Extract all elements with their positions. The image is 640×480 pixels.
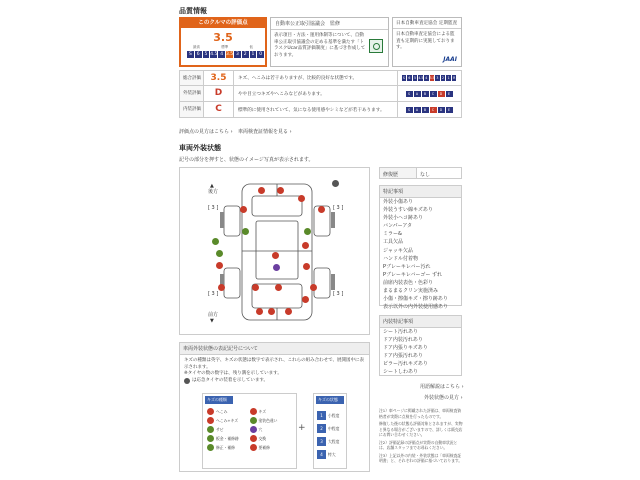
legend-kind-item	[250, 444, 293, 451]
legend-kind-item	[207, 426, 250, 433]
mini-scale-tick: B	[422, 107, 430, 113]
damage-marker-icon[interactable]	[242, 228, 249, 235]
mini-scale-tick: 1	[446, 75, 452, 81]
assoc-box	[270, 17, 389, 67]
damage-marker-icon[interactable]	[268, 308, 275, 315]
note-item: 外装小ヘコ跡あり	[383, 215, 424, 222]
kind-label: 穴	[258, 426, 263, 432]
scale-left: 最高	[193, 45, 200, 49]
eval-desc: やや目立つキズやへこみなどがあります。	[238, 91, 325, 97]
legend-state-item	[317, 424, 343, 433]
exterior-guide-link[interactable]: 外装状態の見方 ›	[424, 394, 463, 401]
evaluation-row	[179, 86, 462, 102]
state-label: 特大	[328, 451, 336, 457]
mini-scale-tick: D	[438, 91, 446, 97]
mini-scale-tick: C	[430, 107, 438, 113]
damage-marker-icon[interactable]	[302, 242, 309, 249]
eval-desc: キズ、へこみは若干ありますが、比較的良好な状態です。	[238, 76, 358, 81]
score-tick: S	[187, 51, 195, 58]
damage-marker-icon[interactable]	[304, 228, 311, 235]
special-title: 特記事項	[380, 186, 461, 198]
score-tick: 5	[203, 51, 211, 58]
score-tick: 4.5	[210, 52, 218, 57]
note-item: シート汚れあり	[383, 329, 419, 335]
legend-kind-item	[207, 417, 250, 424]
side-mark-tr: [ 3 ]	[333, 205, 344, 211]
legend-states	[313, 393, 347, 469]
legend-text1: キズの種類は英字、キズの状態は数字で表示され、これらの組み合わせで、展開図中に表示されます。	[184, 358, 364, 370]
legend-kinds	[202, 393, 297, 469]
kind-marker-icon	[250, 435, 257, 442]
legend-kind-title: キズの種類	[205, 396, 233, 404]
mini-scale-tick: S	[402, 75, 408, 81]
damage-marker-icon[interactable]	[272, 252, 279, 259]
mini-scale-tick: 3.5	[429, 76, 435, 80]
eval-label: 内装評価	[180, 102, 204, 117]
legend-kind-item	[250, 408, 293, 415]
quality-section-title: 品質情報	[179, 7, 207, 15]
eval-grade: 3.5	[204, 71, 234, 85]
note-item: 前席内装表色・色彩り	[383, 279, 434, 286]
repair-value: なし	[420, 172, 431, 178]
damage-marker-icon[interactable]	[216, 250, 223, 257]
rear-arrow-icon: ▲	[210, 183, 214, 189]
mini-scale-tick: C	[430, 91, 438, 97]
note-item: ドア内張りキズあり	[383, 345, 428, 352]
kind-label: 修正・補修	[216, 444, 235, 450]
damage-marker-icon[interactable]	[318, 206, 325, 213]
score-tick: 3.5	[226, 52, 234, 57]
state-number: 1	[317, 411, 326, 420]
rear-label: 後方	[208, 189, 219, 195]
damage-marker-icon[interactable]	[298, 195, 305, 202]
kind-marker-icon	[250, 417, 257, 424]
damage-marker-icon[interactable]	[258, 187, 265, 194]
kind-marker-icon	[207, 435, 214, 442]
note-item: ミラー&	[383, 231, 402, 238]
notes	[379, 408, 464, 466]
repair-box	[379, 167, 462, 179]
score-tick: 6	[195, 51, 203, 58]
damage-marker-icon[interactable]	[216, 262, 223, 269]
front-label: 前方	[208, 312, 219, 318]
kind-label: へこみ+キズ	[216, 417, 239, 423]
car-diagram	[179, 167, 370, 335]
legend-kind-item	[207, 408, 250, 415]
note-item: 小傷・擦傷キズ・擦り跡あり	[383, 296, 448, 303]
legend-title: 車両外装状態の表記記号について	[180, 343, 369, 355]
score-tick: 1	[250, 51, 258, 58]
side-mark-bl: [ 3 ]	[208, 291, 219, 297]
note-item: 工具欠品	[383, 239, 404, 246]
damage-marker-icon[interactable]	[285, 308, 292, 315]
eval-label: 総合評価	[180, 71, 204, 85]
damage-marker-icon[interactable]	[240, 206, 247, 213]
legend-state-title: キズの状態	[316, 396, 344, 404]
kind-marker-icon	[207, 444, 214, 451]
jaai-text: 日本自動車査定協会による監査も定期的に実施しております。	[396, 32, 455, 51]
state-label: 大程度	[328, 438, 340, 444]
eval-label: 外装評価	[180, 86, 204, 101]
score-title: このクルマの評価点	[181, 19, 265, 28]
score-tick: 0	[257, 51, 265, 58]
note-item: 外装うすい線キズあり	[383, 207, 433, 214]
damage-marker-icon[interactable]	[273, 264, 280, 271]
note-item: Pブレーキレバー汚れ	[383, 263, 431, 270]
mini-scale-tick: A	[414, 91, 422, 97]
legend-kind-item	[250, 426, 293, 433]
kind-marker-icon	[207, 426, 214, 433]
eval-mini-scale	[397, 71, 461, 85]
damage-marker-icon[interactable]	[212, 238, 219, 245]
jaai-logo: JAAI	[443, 56, 457, 63]
repair-label: 修復歴	[380, 168, 417, 178]
spare-tire-icon	[184, 378, 190, 384]
kind-label: 要補修	[258, 444, 270, 450]
mini-scale-tick: 4.5	[418, 76, 424, 80]
damage-marker-icon[interactable]	[310, 284, 317, 291]
assoc-logo-icon	[369, 39, 383, 53]
damage-marker-icon[interactable]	[332, 180, 339, 187]
legend-kind-item	[250, 435, 293, 442]
damage-marker-icon[interactable]	[303, 263, 310, 270]
state-number: 2	[317, 424, 326, 433]
legend-state-item	[317, 437, 343, 446]
note-item: ピラー汚れキズあり	[383, 361, 428, 368]
eval-grade: D	[204, 86, 234, 101]
note-item: まるまるクリン実施済み	[383, 288, 439, 295]
exterior-intro: 記号の部分を押すと、状態のイメージ写真が表示されます。	[179, 157, 314, 163]
note-item: Pブレーキレバーゴー ずれ	[383, 271, 443, 278]
footnote: 注1）車ページに掲載された評価は、車両検査資格者が実際に点検を行ったものです。	[379, 408, 462, 419]
mini-scale-tick: 5	[413, 75, 419, 81]
footnote: 注2）評価記録の評価点が実際の自動車状況とは、店舗スタッフまでお尋ねください。	[379, 439, 458, 450]
state-label: 小程度	[328, 412, 340, 418]
mini-scale-tick: A	[414, 107, 422, 113]
kind-marker-icon	[250, 444, 257, 451]
state-number: 4	[317, 450, 326, 459]
footnote: 修復した後の状態も評価対象とされますが、実物と異なる場合がございますので、詳しくは販売店にお問い合わせください。	[379, 421, 463, 437]
kind-label: サビ	[216, 426, 224, 432]
front-arrow-icon: ▼	[210, 318, 214, 324]
kind-label: キズ	[258, 408, 267, 414]
jaai-box	[392, 17, 462, 67]
score-value: 3.5	[213, 31, 233, 44]
interior-title: 内装特記事項	[380, 316, 461, 328]
note-item: 外装小傷あり	[383, 199, 414, 205]
inspection-cert-link[interactable]: 車両検査証情報を見る ›	[238, 128, 292, 135]
mini-scale-tick: S	[406, 91, 414, 97]
legend-kind-item	[250, 417, 293, 424]
mini-scale-tick: E	[446, 107, 454, 113]
note-item: ドア内装汚れあり	[383, 337, 423, 344]
note-item: ジャッキ欠品	[383, 247, 413, 254]
special-box	[379, 185, 462, 311]
side-mark-br: [ 3 ]	[333, 291, 344, 297]
terms-link[interactable]: 用語解説はこちら ›	[420, 383, 464, 390]
state-label: 中程度	[328, 425, 340, 431]
side-mark-tl: [ 3 ]	[208, 205, 219, 211]
damage-marker-icon[interactable]	[252, 284, 259, 291]
damage-marker-icon[interactable]	[256, 308, 263, 315]
score-scale	[187, 51, 265, 58]
legend-state-item	[317, 411, 343, 420]
note-item: 表示以外の内外装使用感あり	[383, 304, 449, 311]
plus-icon: +	[298, 423, 306, 433]
kind-label: へこみ	[216, 408, 228, 414]
score-box	[179, 17, 267, 67]
kind-label: 交換	[258, 435, 267, 441]
footnote: 注3）上記以外の内装・外装状態は「車両検査証明書」と、それぞれの評価に基づいております。	[379, 452, 463, 463]
scale-mid: 標準	[221, 45, 229, 49]
score-tick: 2	[242, 51, 250, 58]
note-item: バンパーアタ	[383, 223, 413, 230]
evaluation-table	[179, 70, 462, 118]
mini-scale-tick: 4	[424, 75, 430, 81]
legend-text3: は応急タイヤの装着を示しています。	[192, 377, 269, 383]
mini-scale-tick: E	[446, 91, 454, 97]
eval-grade: C	[204, 102, 234, 117]
kind-marker-icon	[207, 408, 214, 415]
mini-scale-tick: 2	[441, 75, 447, 81]
eval-mini-scale	[397, 102, 461, 117]
evaluation-row	[179, 70, 462, 86]
mini-scale-tick: 3	[435, 75, 441, 81]
kind-label: 塗装色違い	[258, 417, 278, 423]
scale-right: 低	[249, 45, 253, 49]
kind-marker-icon	[250, 408, 257, 415]
damage-marker-icon[interactable]	[218, 284, 225, 291]
legend-kind-item	[207, 435, 250, 442]
score-tick: 3	[234, 51, 242, 58]
legend-state-item	[317, 450, 343, 459]
jaai-title: 日本自動車査定協会 定期監査	[393, 18, 461, 29]
evaluation-row	[179, 102, 462, 118]
interior-box	[379, 315, 462, 376]
kind-marker-icon	[207, 417, 214, 424]
state-number: 3	[317, 437, 326, 446]
score-tick: 4	[218, 51, 226, 58]
mini-scale-tick: B	[422, 91, 430, 97]
note-item: シートしわあり	[383, 369, 419, 376]
legend-box	[179, 342, 370, 472]
exterior-section-title: 車両外装状態	[179, 144, 221, 152]
legend-text2: ※タイヤの数の数字は、残り溝を示しています。	[184, 371, 282, 377]
interior-list	[380, 328, 461, 377]
assoc-title: 自動車公正取引協議会 監修	[271, 18, 388, 30]
mini-scale-tick: D	[438, 107, 446, 113]
mini-scale-tick: R	[452, 75, 458, 81]
eval-desc: 標準的に使用されていて、気になる使用感やシミなどが若干あります。	[238, 107, 385, 113]
special-list	[380, 198, 461, 311]
mini-scale-tick: 6	[407, 75, 413, 81]
damage-marker-icon[interactable]	[275, 284, 282, 291]
rating-guide-link[interactable]: 評価点の見方はこちら ›	[179, 128, 233, 135]
damage-marker-icon[interactable]	[277, 187, 284, 194]
legend-kind-item	[207, 444, 250, 451]
note-item: ドア内張汚れあり	[383, 353, 423, 360]
damage-marker-icon[interactable]	[302, 296, 309, 303]
kind-label: 板金・補修跡	[216, 435, 239, 441]
assoc-text: 表示項目・方法・運用体制等について、自動車公正取引協議会の定める基準を満たす「トラスクUcar品質評価制度」に基づき作成しております。	[274, 33, 366, 58]
kind-marker-icon	[250, 426, 257, 433]
note-item: ハンドル付着物	[383, 255, 419, 262]
mini-scale-tick: S	[406, 107, 414, 113]
eval-mini-scale	[397, 86, 461, 101]
